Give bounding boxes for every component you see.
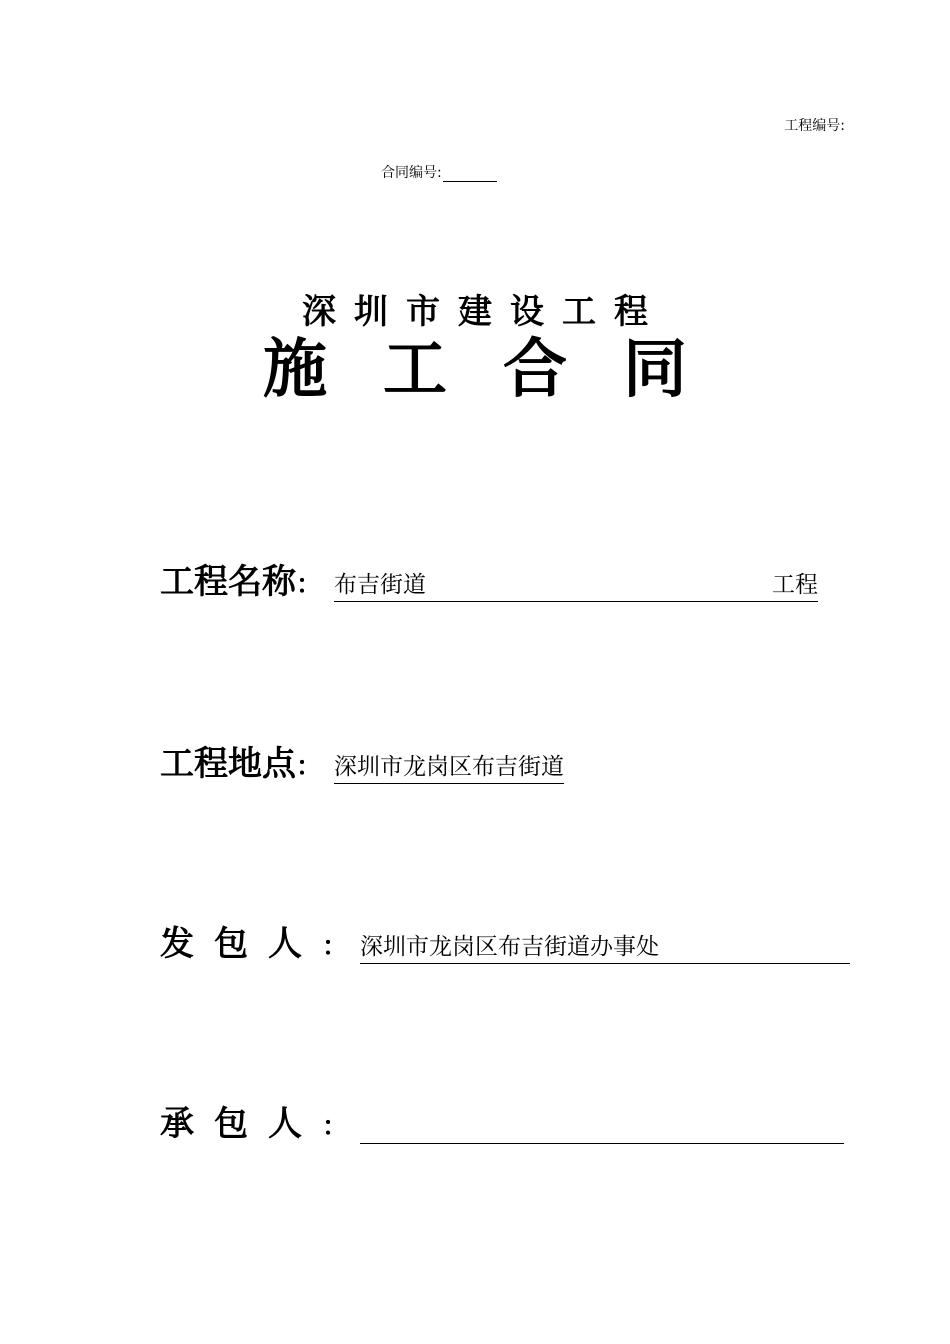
project-name-label: 工程名称 xyxy=(160,562,296,602)
contract-number-blank xyxy=(443,167,497,182)
project-name-colon: ： xyxy=(296,570,323,600)
project-location-colon: ： xyxy=(296,752,323,782)
field-employer xyxy=(160,924,850,964)
field-contractor xyxy=(160,1104,850,1144)
project-number-label: 工程编号: xyxy=(784,118,845,134)
project-location-label: 工程地点 xyxy=(160,744,296,784)
contractor-colon: ： xyxy=(322,1112,349,1142)
contract-number xyxy=(381,162,497,182)
project-location-value: 深圳市龙岗区布吉街道 xyxy=(334,752,564,784)
contract-number-label: 合同编号: xyxy=(381,165,442,181)
project-name-value xyxy=(334,570,818,602)
contractor-value xyxy=(360,1112,844,1144)
title-line-1: 深圳市建设工程 xyxy=(302,292,666,332)
employer-value: 深圳市龙岗区布吉街道办事处 xyxy=(360,932,850,964)
field-project-location xyxy=(160,744,850,784)
field-project-name xyxy=(160,562,850,602)
employer-label: 发包人 xyxy=(160,924,322,964)
title-line-2: 施工合同 xyxy=(263,333,743,407)
employer-colon: ： xyxy=(322,932,349,962)
contractor-label: 承包人 xyxy=(160,1104,322,1144)
project-name-prefix: 布吉街道 xyxy=(334,572,427,598)
project-name-suffix: 工程 xyxy=(772,572,819,598)
